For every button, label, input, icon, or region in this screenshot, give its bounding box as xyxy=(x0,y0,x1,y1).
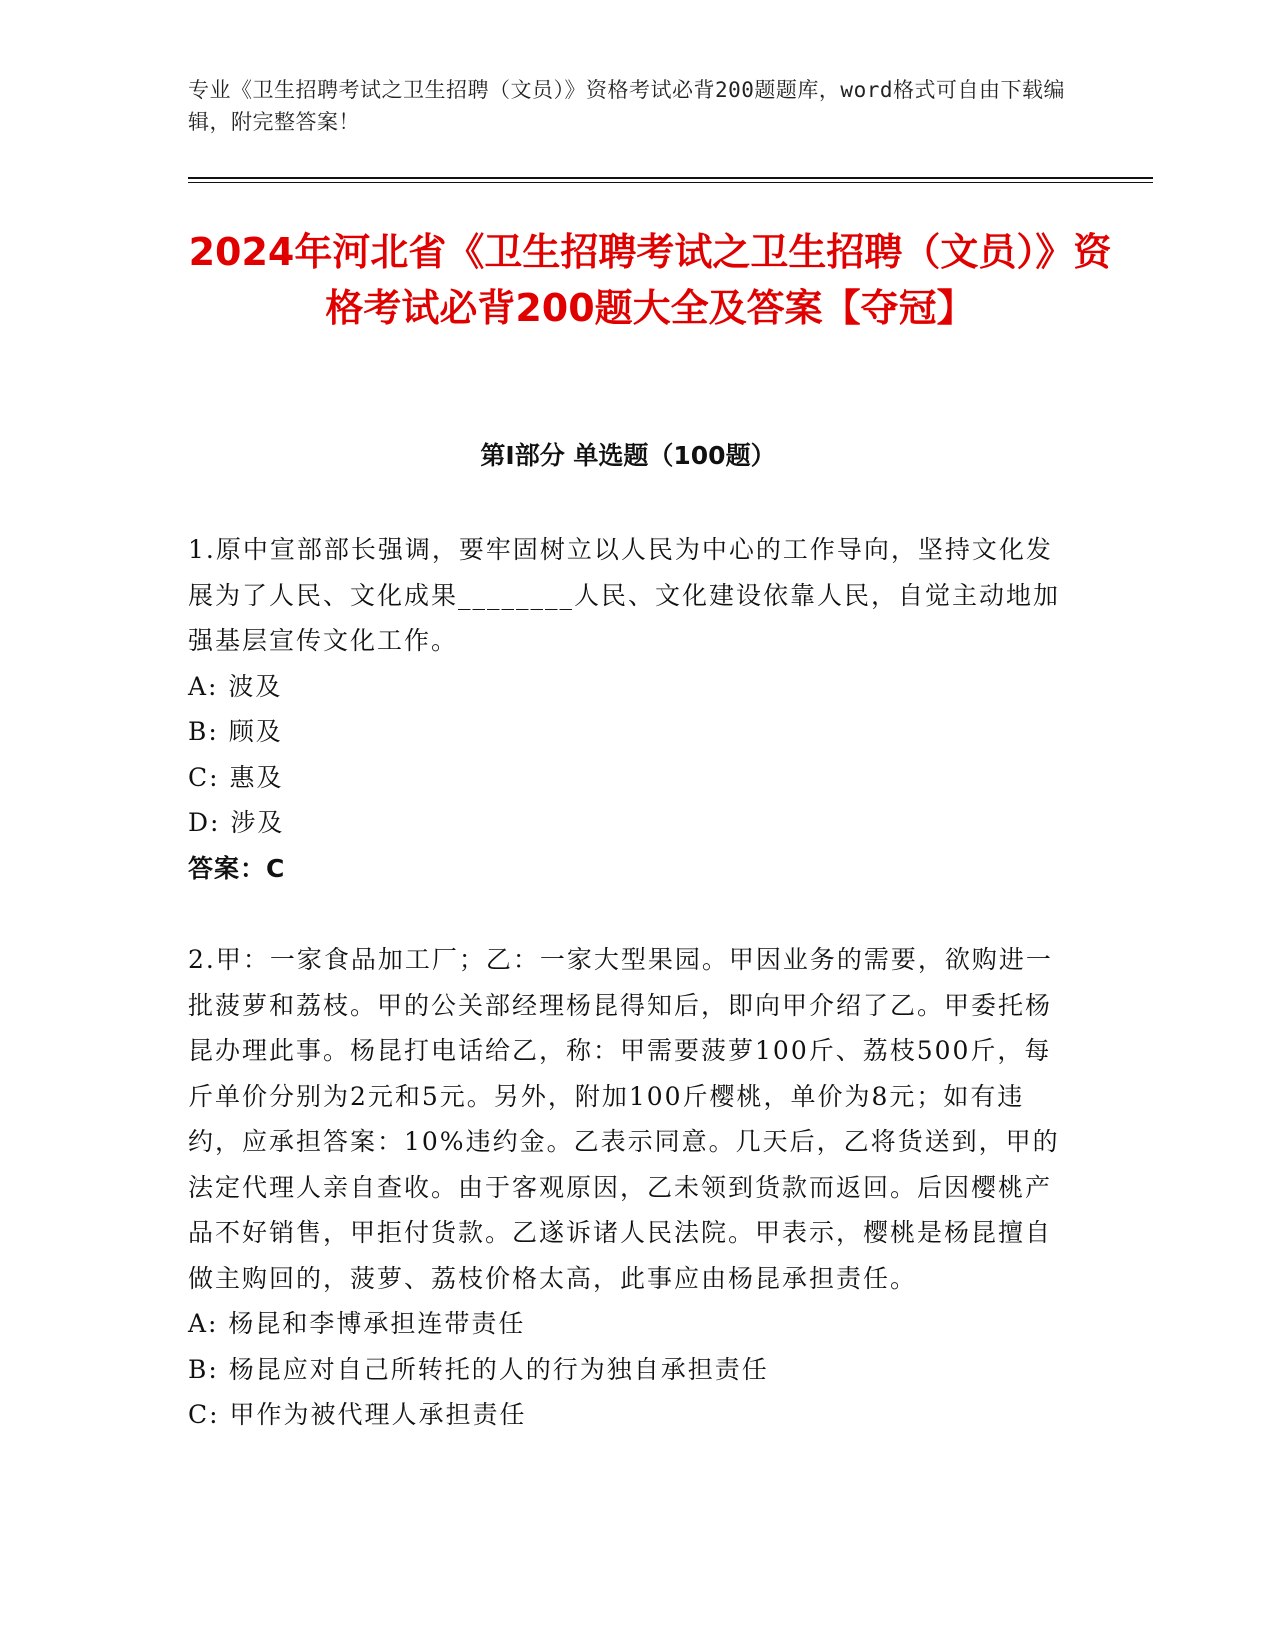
option-a: A: 波及 xyxy=(188,671,283,701)
header-note: 专业《卫生招聘考试之卫生招聘（文员）》资格考试必背200题题库，word格式可自由下载编辑，附完整答案！ xyxy=(188,78,1065,134)
option-b: B: 顾及 xyxy=(188,717,283,746)
header-divider-thin xyxy=(188,182,1153,183)
option-b: B: 杨昆应对自己所转托的人的行为独自承担责任 xyxy=(188,1354,769,1384)
option-c: C: 惠及 xyxy=(188,762,284,792)
document-title: 2024年河北省《卫生招聘考试之卫生招聘（文员）》资格考试必背200题大全及答案【夺冠】 xyxy=(188,230,1112,330)
question-block xyxy=(188,937,1068,1438)
section-title: 第Ⅰ部分 单选题（100题） xyxy=(480,441,776,470)
option-c: C: 甲作为被代理人承担责任 xyxy=(188,1400,527,1429)
option-d: D: 涉及 xyxy=(188,808,285,837)
option-a: A: 杨昆和李博承担连带责任 xyxy=(188,1309,526,1338)
header-divider xyxy=(188,177,1153,179)
question-stem: 1.原中宣部部长强调，要牢固树立以人民为中心的工作导向，坚持文化发展为了人民、文化成果________人民、文化建设依靠人民，自觉主动地加强基层宣传文化工作。 xyxy=(188,535,1061,655)
answer-line: 答案：C xyxy=(188,853,286,883)
question-stem: 2.甲：一家食品加工厂；乙：一家大型果园。甲因业务的需要，欲购进一批菠萝和荔枝。甲的公关部经理杨昆得知后，即向甲介绍了乙。甲委托杨昆办理此事。杨昆打电话给乙，称：甲需要菠萝100斤、荔枝500斤，每斤单价分别为2元和5元。另外，附加100斤樱桃，单价为8元；如有违约，应承担答案：10%违约金。乙表示同意。几天后，乙将货送到，甲的法定代理人亲自查收。由于客观原因，乙未领到货款而返回。后因樱桃产品不好销售，甲拒付货款。乙遂诉诸人民法院。甲表示，樱桃是杨昆擅自做主购回的，菠萝、荔枝价格太高，此事应由杨昆承担责任。 xyxy=(188,945,1060,1293)
question-block xyxy=(188,527,1068,891)
